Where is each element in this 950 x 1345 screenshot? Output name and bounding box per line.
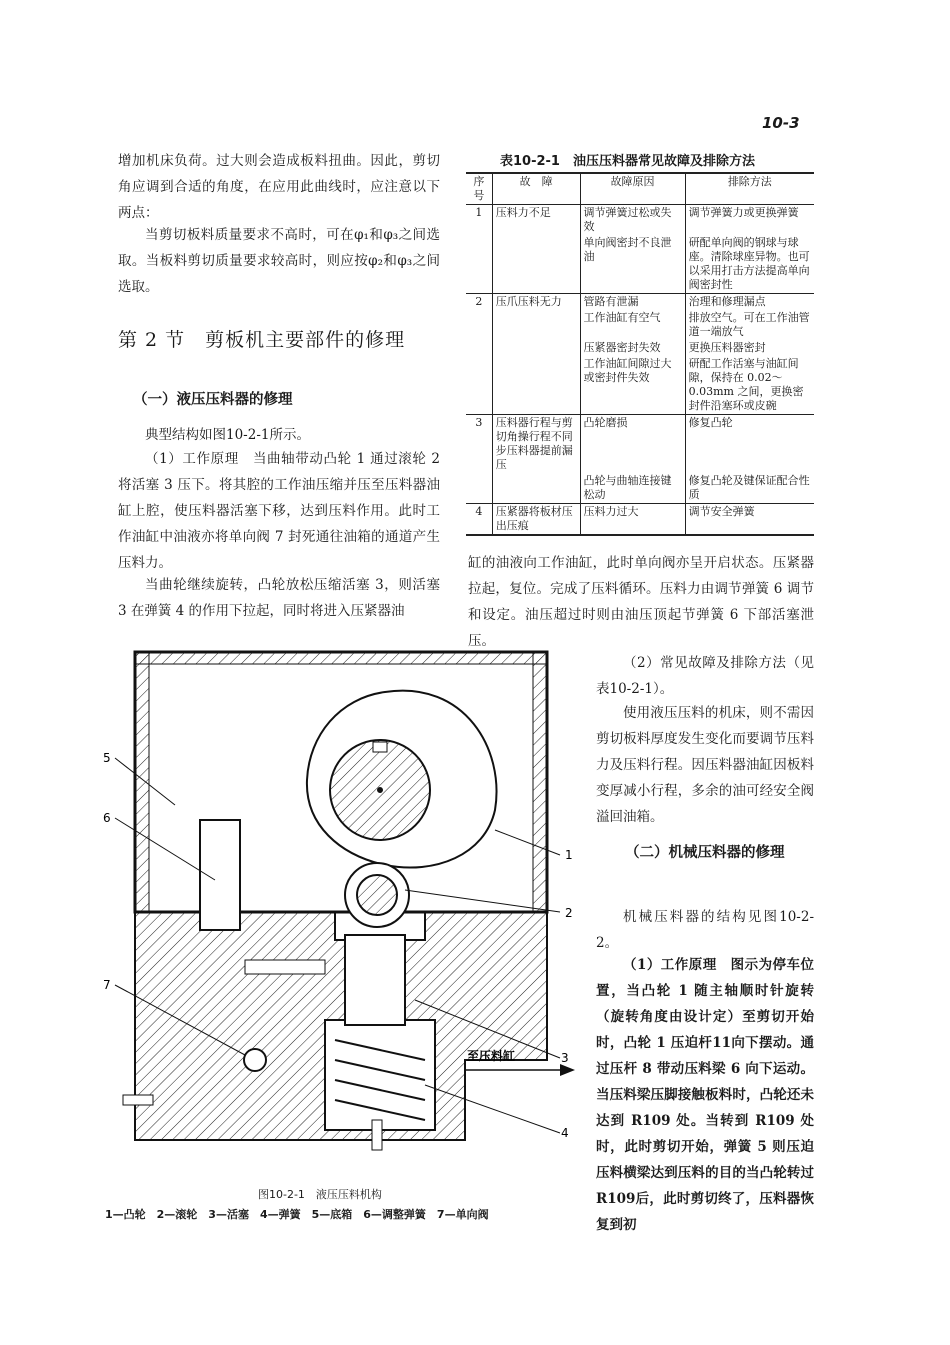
drain-plug [372, 1120, 382, 1150]
header-remedy: 排除方法 [685, 174, 814, 205]
header-fault: 故 障 [492, 174, 580, 205]
right-paragraph-3: 使用液压压料的机床，则不需因剪切板料厚度发生变化而要调节压料力及压料行程。因压料器油缸因板料变厚减小行程，多余的油可经安全阀溢回油箱。 [596, 705, 814, 825]
figure-legend: 1—凸轮 2—滚轮 3—活塞 4—弹簧 5—底箱 6—调整弹簧 7—单向阀 [105, 1208, 489, 1221]
oil-channel [245, 960, 325, 974]
cell-cause: 凸轮磨损 [580, 415, 685, 474]
housing-wall-left [135, 652, 149, 912]
table-header-row [466, 174, 814, 205]
cell-fault: 压爪压料无力 [492, 294, 580, 311]
cell-no: 1 [466, 205, 492, 236]
cell-fault [492, 473, 580, 504]
cell-remedy: 修复凸轮 [685, 415, 814, 474]
hydraulic-clamp-figure [95, 640, 590, 1165]
cell-no: 2 [466, 294, 492, 311]
outlet-label: 至压料缸 [467, 1049, 516, 1063]
table-row [466, 415, 814, 474]
subsection-title-mechanical: （二）机械压料器的修理 [625, 845, 785, 861]
table-row [466, 235, 814, 294]
fault-table [466, 174, 814, 534]
cell-remedy: 修复凸轮及键保证配合性质 [688, 474, 810, 501]
leader-1 [495, 830, 560, 855]
cell-remedy: 研配单向阀的钢球与球座。清除球座异物。也可以采用打击方法提高单向阀密封性 [688, 236, 810, 291]
callout-3: 3 [561, 1051, 569, 1065]
bolt-left [123, 1095, 153, 1105]
left-paragraph-2: 当剪切板料质量要求不高时，可在φ₁和φ₃之间选取。当板料剪切质量要求较高时，则应按φ₂和φ₃之间选取。 [118, 227, 440, 295]
page-number: 10-3 [762, 114, 800, 132]
cell-fault: 压料力不足 [492, 205, 580, 236]
table-row [466, 340, 814, 356]
right-paragraph-5: （1）工作原理 图示为停车位置，当凸轮 1 随主轴顺时针旋转（旋转角度由设计定）至剪切开始时，凸轮 1 压迫杆11向下摆动。通过压杆 8 带动压料梁 6 向下运动。当压料梁压脚接触板料时，凸轮还未达到 R109 处。当转到 R109 处时，此时剪切开始，弹簧 5 则压迫压料横梁达到压料的目的当凸轮转过 R109后，此时剪切终了，压料器恢复到初 [596, 957, 814, 1233]
housing-wall-right [533, 652, 547, 912]
header-no: 序号 [466, 174, 492, 205]
cell-no [466, 356, 492, 415]
cell-no [466, 473, 492, 504]
cell-remedy: 治理和修理漏点 [685, 294, 814, 311]
cell-no [466, 340, 492, 356]
table-row [466, 205, 814, 236]
cell-remedy: 更换压料器密封 [688, 341, 766, 354]
cell-remedy: 调节安全弹簧 [685, 504, 814, 535]
cell-no: 3 [466, 415, 492, 474]
cell-cause: 凸轮与曲轴连接键松动 [580, 473, 685, 504]
cell-fault: 压紧器将板材压出压痕 [492, 504, 580, 535]
cell-no [466, 310, 492, 340]
cell-fault: 压料器行程与剪切角操行程不同步压料器提前漏压 [492, 415, 580, 474]
outlet-arrowhead [560, 1064, 575, 1076]
callout-6: 6 [103, 811, 111, 825]
cell-cause: 单向阀密封不良泄油 [580, 235, 685, 294]
figure-caption: 图10-2-1 液压压料机构 [258, 1188, 382, 1201]
cell-no [466, 235, 492, 294]
callout-2: 2 [565, 906, 573, 920]
left-paragraph-1: 增加机床负荷。过大则会造成板料扭曲。因此，剪切角应调到合适的角度，在应用此曲线时，应注意以下两点： [118, 153, 440, 221]
table-caption: 表10-2-1 油压压料器常见故障及排除方法 [500, 154, 755, 169]
cell-no: 4 [466, 504, 492, 535]
right-paragraph-1: 缸的油液向工作油缸，此时单向阀亦呈开启状态。压紧器拉起，复位。完成了压料循环。压料力由调节弹簧 6 调节和设定。油压超过时则由油压顶起节弹簧 6 下部活塞泄压。 [468, 555, 814, 649]
right-paragraph-4: 机械压料器的结构见图10-2-2。 [596, 909, 814, 951]
table-row [466, 356, 814, 415]
left-paragraph-4: （1）工作原理 当曲轴带动凸轮 1 通过滚轮 2 将活塞 3 压下。将其腔的工作油压缩并压至压料器油缸上腔，使压料器活塞下移，达到压料作用。此时工作油缸中油液亦将单向阀 7 封死通往油箱的通道产生压料力。 [118, 451, 440, 571]
cell-remedy: 排放空气。可在工作油管道一端放气 [688, 311, 810, 338]
fault-table-wrapper [466, 172, 814, 536]
shaft-key [373, 742, 387, 752]
table-row [466, 473, 814, 504]
check-valve-ball [244, 1049, 266, 1071]
left-paragraph-5: 当曲轮继续旋转，凸轮放松压缩活塞 3，则活塞 3 在弹簧 4 的作用下拉起，同时将进入压紧器油 [118, 577, 440, 619]
table-row [466, 294, 814, 311]
header-cause: 故障原因 [580, 174, 685, 205]
subsection-title-hydraulic: （一）液压压料器的修理 [133, 392, 293, 408]
cell-cause: 压紧器密封失效 [580, 340, 685, 356]
cell-fault [492, 310, 580, 340]
cell-fault [492, 235, 580, 294]
cell-fault [492, 356, 580, 415]
table-row [466, 504, 814, 535]
piston [345, 935, 405, 1025]
cell-cause: 工作油缸有空气 [580, 310, 685, 340]
cell-remedy: 调节弹簧力或更换弹簧 [685, 205, 814, 236]
callout-5: 5 [103, 751, 111, 765]
cell-fault [492, 340, 580, 356]
roller-hub [357, 875, 397, 915]
callout-4: 4 [561, 1126, 569, 1140]
housing-wall-top [135, 652, 547, 664]
callout-7: 7 [103, 978, 111, 992]
piston-chamber [325, 1020, 435, 1130]
cam-shaft-center [377, 787, 383, 793]
cell-cause: 工作油缸间隙过大或密封件失效 [580, 356, 685, 415]
table-row [466, 310, 814, 340]
right-paragraph-2: （2）常见故障及排除方法（见表10-2-1）。 [596, 655, 814, 697]
cell-remedy: 研配工作活塞与油缸间隙，保持在 0.02～0.03mm 之间，更换密封件沿塞环或皮碗 [688, 357, 804, 412]
section-title: 第 2 节 剪板机主要部件的修理 [118, 329, 406, 351]
cell-cause: 调节弹簧过松或失效 [580, 205, 685, 236]
cell-cause: 管路有泄漏 [580, 294, 685, 311]
cell-cause: 压料力过大 [580, 504, 685, 535]
callout-1: 1 [565, 848, 573, 862]
left-paragraph-3: 典型结构如图10-2-1所示。 [145, 427, 310, 443]
